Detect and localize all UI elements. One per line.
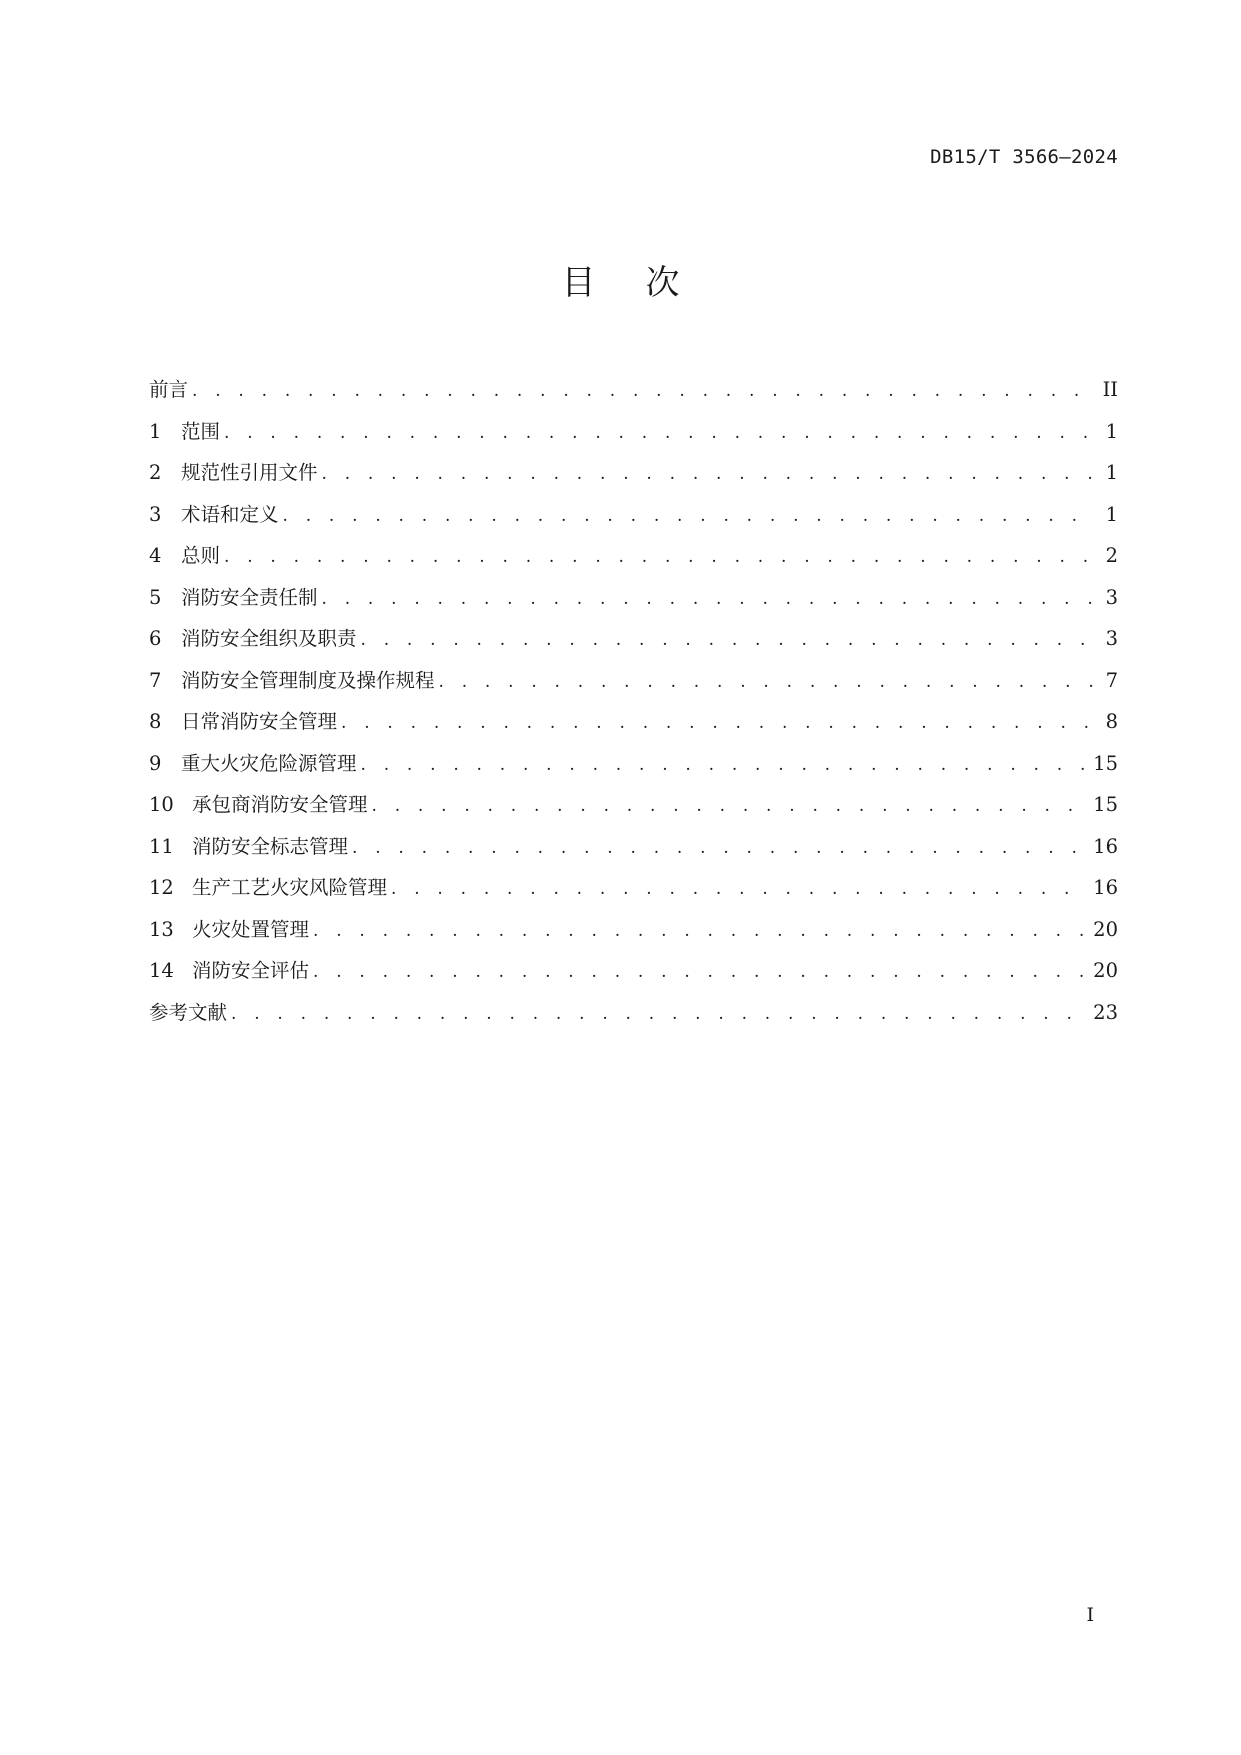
- toc-entry-title: 参考文献: [149, 1000, 228, 1024]
- toc-entry-page: 20: [1093, 917, 1118, 941]
- toc-entry-number: 7: [149, 668, 162, 692]
- toc-entry-title: 消防安全组织及职责: [181, 627, 357, 650]
- toc-entry[interactable]: [149, 748, 1118, 790]
- toc-entry-number: 14: [149, 959, 174, 982]
- toc-leader-dots: [192, 381, 1095, 401]
- toc-entry-page: 7: [1105, 668, 1118, 692]
- toc-leader-dots: [322, 589, 1096, 609]
- table-of-contents: [149, 374, 1118, 1038]
- toc-leader-dots: [283, 506, 1096, 526]
- toc-entry-number: 13: [149, 917, 174, 941]
- toc-entry[interactable]: [149, 872, 1118, 914]
- toc-leader-dots: [391, 879, 1085, 899]
- toc-entry-page: 1: [1105, 461, 1118, 484]
- toc-entry-number: 12: [149, 876, 174, 899]
- toc-leader-dots: [224, 423, 1096, 443]
- toc-leader-dots: [224, 547, 1096, 567]
- toc-entry-number: 3: [149, 502, 162, 526]
- toc-entry-title: 前言: [149, 378, 189, 401]
- toc-entry[interactable]: [149, 997, 1118, 1039]
- toc-entry-title: 火灾处置管理: [192, 917, 310, 941]
- toc-entry-page: 15: [1093, 793, 1118, 816]
- toc-entry-page: 20: [1093, 959, 1118, 982]
- toc-leader-dots: [341, 713, 1096, 733]
- toc-leader-dots: [313, 962, 1085, 982]
- toc-entry-page: 1: [1105, 502, 1118, 526]
- page-number: I: [1086, 1604, 1094, 1626]
- toc-entry-title: 日常消防安全管理: [181, 710, 338, 733]
- toc-entry[interactable]: [149, 831, 1118, 873]
- toc-leader-dots: [322, 464, 1096, 484]
- toc-entry-title: 消防安全评估: [192, 959, 310, 982]
- toc-entry-number: 10: [149, 793, 174, 816]
- toc-entry-page: 16: [1093, 876, 1118, 899]
- toc-entry[interactable]: [149, 706, 1118, 748]
- toc-entry-number: 4: [149, 544, 162, 567]
- toc-leader-dots: [361, 755, 1086, 775]
- toc-entry-number: 8: [149, 710, 162, 733]
- toc-entry-page: 1: [1105, 419, 1118, 443]
- toc-entry-page: 8: [1105, 710, 1118, 733]
- toc-entry[interactable]: [149, 499, 1118, 541]
- toc-entry-title: 范围: [181, 419, 221, 443]
- toc-entry-number: 9: [149, 751, 162, 775]
- toc-leader-dots: [231, 1004, 1085, 1024]
- toc-entry[interactable]: [149, 540, 1118, 582]
- toc-entry-page: 15: [1093, 751, 1118, 775]
- toc-entry-title: 承包商消防安全管理: [192, 793, 368, 816]
- toc-entry-number: 5: [149, 585, 162, 609]
- toc-entry-title: 总则: [181, 544, 221, 567]
- toc-leader-dots: [313, 921, 1085, 941]
- toc-entry[interactable]: [149, 374, 1118, 416]
- toc-entry-page: 23: [1093, 1000, 1118, 1024]
- toc-leader-dots: [439, 672, 1096, 692]
- page-title: 目次: [561, 263, 730, 303]
- toc-entry-title: 生产工艺火灾风险管理: [192, 876, 388, 899]
- toc-entry-page: 16: [1093, 834, 1118, 858]
- toc-entry-page: 2: [1105, 544, 1118, 567]
- toc-entry-page: II: [1102, 378, 1118, 401]
- toc-entry[interactable]: [149, 623, 1118, 665]
- toc-leader-dots: [361, 630, 1096, 650]
- toc-entry-number: 1: [149, 419, 162, 443]
- toc-entry-number: 2: [149, 461, 162, 484]
- toc-entry[interactable]: [149, 914, 1118, 956]
- toc-entry-title: 消防安全责任制: [181, 585, 318, 609]
- toc-entry[interactable]: [149, 582, 1118, 624]
- toc-entry-number: 6: [149, 627, 162, 650]
- document-code: DB15/T 3566—2024: [930, 146, 1118, 168]
- toc-leader-dots: [352, 838, 1085, 858]
- toc-entry-page: 3: [1105, 585, 1118, 609]
- toc-entry[interactable]: [149, 789, 1118, 831]
- toc-entry-title: 重大火灾危险源管理: [181, 751, 357, 775]
- toc-entry-title: 术语和定义: [181, 502, 279, 526]
- toc-entry-page: 3: [1105, 627, 1118, 650]
- toc-leader-dots: [372, 796, 1086, 816]
- toc-entry-title: 消防安全管理制度及操作规程: [181, 668, 435, 692]
- toc-entry-title: 规范性引用文件: [181, 461, 318, 484]
- toc-entry[interactable]: [149, 457, 1118, 499]
- toc-entry-title: 消防安全标志管理: [192, 834, 349, 858]
- toc-entry[interactable]: [149, 955, 1118, 997]
- toc-entry-number: 11: [149, 834, 174, 858]
- toc-entry[interactable]: [149, 665, 1118, 707]
- toc-entry[interactable]: [149, 416, 1118, 458]
